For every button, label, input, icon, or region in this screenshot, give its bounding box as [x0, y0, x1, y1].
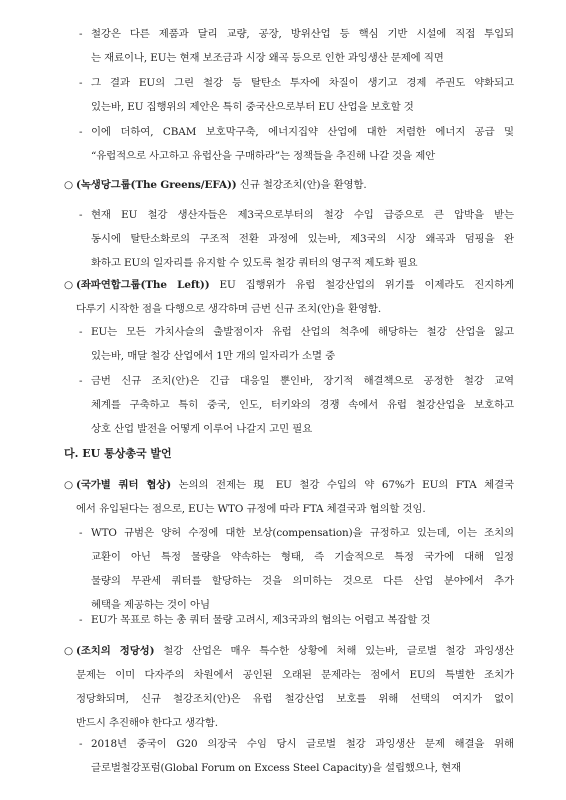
paragraph-line: 그 결과 EU의 그린 철강 등 탈탄소 투자에 차질이 생기고 경제 주권도 약화되고	[91, 77, 514, 89]
paragraph-line	[76, 178, 514, 192]
paragraph-line: WTO 규범은 양허 수정에 대한 보상(compensation)을 규정하고 있는데, 이는 조치의	[91, 527, 514, 539]
circle-bullet: ○	[64, 479, 74, 491]
circle-bullet: ○	[64, 179, 74, 191]
circle-bullet: ○	[64, 645, 74, 657]
paragraph-line: EU는 모든 가치사슬의 출발점이자 유럽 산업의 척추에 해당하는 철강 산업을 잃고	[91, 326, 514, 338]
dash-bullet: -	[79, 527, 83, 539]
bold-lead: (조치의 정당성)	[76, 645, 155, 657]
paragraph-line: EU가 목표로 하는 총 쿼터 물량 고려시, 제3국과의 협의는 어렵고 복잡할 것	[91, 614, 431, 626]
lead-text: 신규 철강조치(안)을 환영함.	[236, 179, 367, 191]
lead-text: 논의의 전제는 現 EU 철강 수입의 약 67%가 EU의 FTA 체결국	[171, 479, 514, 491]
paragraph-line	[76, 644, 514, 658]
bold-lead: (녹생당그룹(The Greens/EFA))	[76, 179, 237, 191]
lead-text: 철강 산업은 매우 특수한 상황에 처해 있는바, 글로벌 철강 과잉생산	[154, 645, 514, 657]
section-heading: 다. EU 통상총국 발언	[64, 447, 172, 460]
paragraph-line	[76, 478, 514, 492]
paragraph-line: 체계를 구축하고 특히 중국, 인도, 터키와의 경쟁 속에서 유럽 철강산업을 보호하고	[91, 399, 514, 411]
paragraph-line: 교환이 아닌 특정 물량을 약속하는 형태, 즉 기술적으로 특정 국가에 대해 일정	[91, 551, 514, 563]
paragraph-line: 는 재료이나, EU는 현재 보조금과 시장 왜곡 등으로 인한 과잉생산 문제에 직면	[91, 52, 444, 64]
paragraph-line: 에서 유입된다는 점으로, EU는 WTO 규정에 따라 FTA 체결국과 협의할 것임.	[76, 503, 426, 515]
dash-bullet: -	[79, 326, 83, 338]
dash-bullet: -	[79, 126, 83, 138]
circle-bullet: ○	[64, 279, 74, 291]
paragraph-line: 반드시 추진해야 한다고 생각함.	[76, 717, 218, 729]
paragraph-line: 문제는 이미 다자주의 차원에서 공인된 오래된 문제라는 점에서 EU의 특별한 조치가	[76, 669, 514, 681]
paragraph-line: 이에 더하여, CBAM 보호막구축, 에너지집약 산업에 대한 저렴한 에너지 공급 및	[91, 126, 514, 138]
paragraph-line: 동시에 탈탄소화로의 구조적 전환 과정에 있는바, 제3국의 시장 왜곡과 덤핑을 완	[91, 233, 514, 245]
dash-bullet: -	[79, 77, 83, 89]
bold-lead: (국가별 쿼터 협상)	[76, 479, 172, 491]
paragraph-line: 화하고 EU의 일자리를 유지할 수 있도록 철강 쿼터의 영구적 제도화 필요	[91, 257, 418, 269]
dash-bullet: -	[79, 28, 83, 40]
paragraph-line: 현재 EU 철강 생산자들은 제3국으로부터의 철강 수입 급증으로 큰 압박을 받는	[91, 209, 514, 221]
dash-bullet: -	[79, 375, 83, 387]
paragraph-line: 물량의 무관세 쿼터를 할당하는 것을 의미하는 것으로 다른 산업 분야에서 추가	[91, 575, 514, 587]
dash-bullet: -	[79, 614, 83, 626]
paragraph-line: 상호 산업 발전을 어떻게 이루어 나갈지 고민 필요	[91, 423, 313, 435]
paragraph-line: 철강은 다른 제품과 달리 교량, 공장, 방위산업 등 핵심 기반 시설에 직접 투입되	[91, 28, 514, 40]
paragraph-line: 글로벌철강포럼(Global Forum on Excess Steel Capacity)을 설립했으나, 현재	[91, 762, 461, 774]
dash-bullet: -	[79, 209, 83, 221]
dash-bullet: -	[79, 738, 83, 750]
paragraph-line: 다루기 시작한 점을 다행으로 생각하며 금번 신규 조치(안)을 환영함.	[76, 303, 382, 315]
paragraph-line: “유럽적으로 사고하고 유럽산을 구매하라”는 정책들을 추진해 나갈 것을 제안	[91, 150, 436, 162]
paragraph-line: 있는바, EU 집행위의 제안은 특히 중국산으로부터 EU 산업을 보호할 것	[91, 101, 414, 113]
paragraph-line: 혜택을 제공하는 것이 아님	[91, 599, 210, 611]
paragraph-line	[76, 278, 514, 292]
paragraph-line: 정당화되며, 신규 철강조치(안)은 유럽 철강산업 보호를 위해 선택의 여지가 없이	[76, 693, 514, 705]
bold-lead: (좌파연합그룹(The Left))	[76, 279, 210, 291]
paragraph-line: 금번 신규 조치(안)은 긴급 대응일 뿐인바, 장기적 해결책으로 공정한 철강 교역	[91, 375, 514, 387]
lead-text: EU 집행위가 유럽 철강산업의 위기를 이제라도 진지하게	[209, 279, 514, 291]
paragraph-line: 있는바, 매달 철강 산업에서 1만 개의 일자리가 소멸 중	[91, 350, 336, 362]
paragraph-line: 2018년 중국이 G20 의장국 수임 당시 글로벌 철강 과잉생산 문제 해결을 위해	[91, 738, 514, 750]
